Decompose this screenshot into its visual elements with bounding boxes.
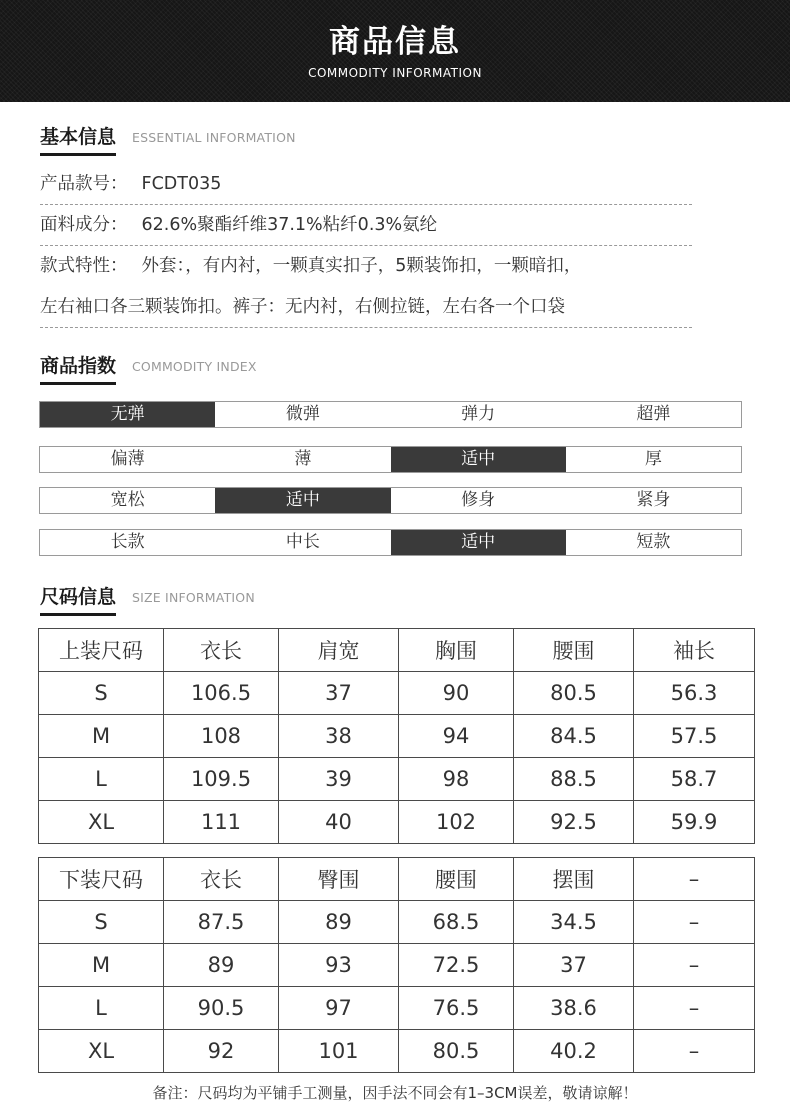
info-row-features [40, 246, 692, 286]
table-cell: 111 [164, 801, 279, 844]
table-header-cell: 上装尺码 [39, 629, 164, 672]
section-title-cn: 基本信息 [40, 122, 116, 156]
page-title: 商品信息 [329, 24, 461, 60]
index-cell: 中长 [285, 532, 320, 552]
table-cell: S [39, 672, 164, 715]
table-cell: M [39, 944, 164, 987]
table-cell: 38.6 [514, 987, 634, 1030]
table-cell: 84.5 [514, 715, 634, 758]
index-cell: 薄 [294, 449, 312, 469]
table-cell: L [39, 987, 164, 1030]
table-cell: 90.5 [164, 987, 279, 1030]
table-cell: 93 [279, 944, 399, 987]
index-cell: 短款 [636, 532, 671, 552]
table-header-cell: 臀围 [279, 858, 399, 901]
table-cell: 89 [279, 901, 399, 944]
table-cell: 57.5 [634, 715, 755, 758]
table-header-cell: 衣长 [164, 858, 279, 901]
table-cell: 89 [164, 944, 279, 987]
table-row [39, 672, 755, 715]
table-cell: 101 [279, 1030, 399, 1073]
table-cell: 37 [514, 944, 634, 987]
table-cell: – [634, 1030, 755, 1073]
index-cell: 长款 [110, 532, 145, 552]
table-row [39, 1030, 755, 1073]
table-cell: 109.5 [164, 758, 279, 801]
table-row [39, 987, 755, 1030]
table-header-cell: 胸围 [399, 629, 514, 672]
table-cell: S [39, 901, 164, 944]
table-cell: M [39, 715, 164, 758]
table-cell: 90 [399, 672, 514, 715]
table-row [39, 715, 755, 758]
info-row-fabric [40, 205, 692, 246]
index-cell: 紧身 [636, 490, 671, 510]
section-title-en: SIZE INFORMATION [132, 590, 255, 605]
table-cell: 37 [279, 672, 399, 715]
index-cell: 适中 [391, 447, 566, 472]
index-cell: 超弹 [636, 404, 671, 424]
index-cell: 适中 [391, 530, 566, 555]
measurement-note: 备注：尺码均为平铺手工测量，因手法不同会有1–3CM误差，敬请谅解！ [152, 1084, 638, 1102]
index-cell: 厚 [644, 449, 662, 469]
section-title-en: ESSENTIAL INFORMATION [132, 130, 296, 145]
table-cell: 88.5 [514, 758, 634, 801]
table-header-cell: 摆围 [514, 858, 634, 901]
index-row-elasticity [39, 401, 742, 428]
table-row [39, 901, 755, 944]
table-cell: 39 [279, 758, 399, 801]
table-cell: 108 [164, 715, 279, 758]
info-value: 左右袖口各三颗装饰扣。裤子：无内衬，右侧拉链，左右各一个口袋 [40, 297, 565, 317]
table-header-cell: 腰围 [399, 858, 514, 901]
section-title-cn: 商品指数 [40, 351, 116, 385]
index-cell: 弹力 [461, 404, 496, 424]
info-label: 产品款号： [40, 174, 128, 194]
table-cell: – [634, 901, 755, 944]
table-row [39, 758, 755, 801]
table-header-cell: 腰围 [514, 629, 634, 672]
info-value: 外套：，有内衬，一颗真实扣子，5颗装饰扣，一颗暗扣， [141, 256, 582, 276]
table-cell: XL [39, 1030, 164, 1073]
table-cell: 40 [279, 801, 399, 844]
table-cell: 102 [399, 801, 514, 844]
info-label: 面料成分： [40, 215, 128, 235]
index-cell: 无弹 [40, 402, 215, 427]
table-cell: L [39, 758, 164, 801]
info-row-style-number [40, 164, 692, 205]
index-cell: 宽松 [110, 490, 145, 510]
info-value: FCDT035 [141, 174, 222, 194]
page-subtitle: COMMODITY INFORMATION [308, 66, 482, 80]
table-cell: 98 [399, 758, 514, 801]
section-title-cn: 尺码信息 [40, 582, 116, 616]
index-row-length [39, 529, 742, 556]
table-row [39, 801, 755, 844]
table-cell: 40.2 [514, 1030, 634, 1073]
table-row [39, 944, 755, 987]
table-cell: 59.9 [634, 801, 755, 844]
info-row-features-continued [40, 287, 692, 328]
table-header-row [39, 629, 755, 672]
table-cell: 92 [164, 1030, 279, 1073]
table-header-cell: 衣长 [164, 629, 279, 672]
table-cell: 68.5 [399, 901, 514, 944]
header-banner [0, 0, 790, 102]
table-header-cell: 下装尺码 [39, 858, 164, 901]
table-cell: 58.7 [634, 758, 755, 801]
index-row-fit [39, 487, 742, 514]
index-cell: 适中 [215, 488, 390, 513]
table-header-row [39, 858, 755, 901]
table-cell: 94 [399, 715, 514, 758]
top-size-table [38, 628, 755, 844]
table-cell: 80.5 [514, 672, 634, 715]
table-cell: 106.5 [164, 672, 279, 715]
table-cell: – [634, 944, 755, 987]
table-cell: 87.5 [164, 901, 279, 944]
index-cell: 微弹 [285, 404, 320, 424]
index-cell: 修身 [461, 490, 496, 510]
table-cell: XL [39, 801, 164, 844]
table-cell: 92.5 [514, 801, 634, 844]
table-cell: 80.5 [399, 1030, 514, 1073]
table-header-cell: – [634, 858, 755, 901]
table-cell: 97 [279, 987, 399, 1030]
bottom-size-table [38, 857, 755, 1073]
table-header-cell: 肩宽 [279, 629, 399, 672]
info-value: 62.6%聚酯纤维37.1%粘纤0.3%氨纶 [141, 215, 438, 235]
table-cell: – [634, 987, 755, 1030]
table-cell: 34.5 [514, 901, 634, 944]
table-cell: 76.5 [399, 987, 514, 1030]
table-cell: 38 [279, 715, 399, 758]
index-cell: 偏薄 [110, 449, 145, 469]
info-label: 款式特性： [40, 256, 128, 276]
table-cell: 72.5 [399, 944, 514, 987]
index-row-thickness [39, 446, 742, 473]
table-cell: 56.3 [634, 672, 755, 715]
section-title-en: COMMODITY INDEX [132, 359, 257, 374]
table-header-cell: 袖长 [634, 629, 755, 672]
